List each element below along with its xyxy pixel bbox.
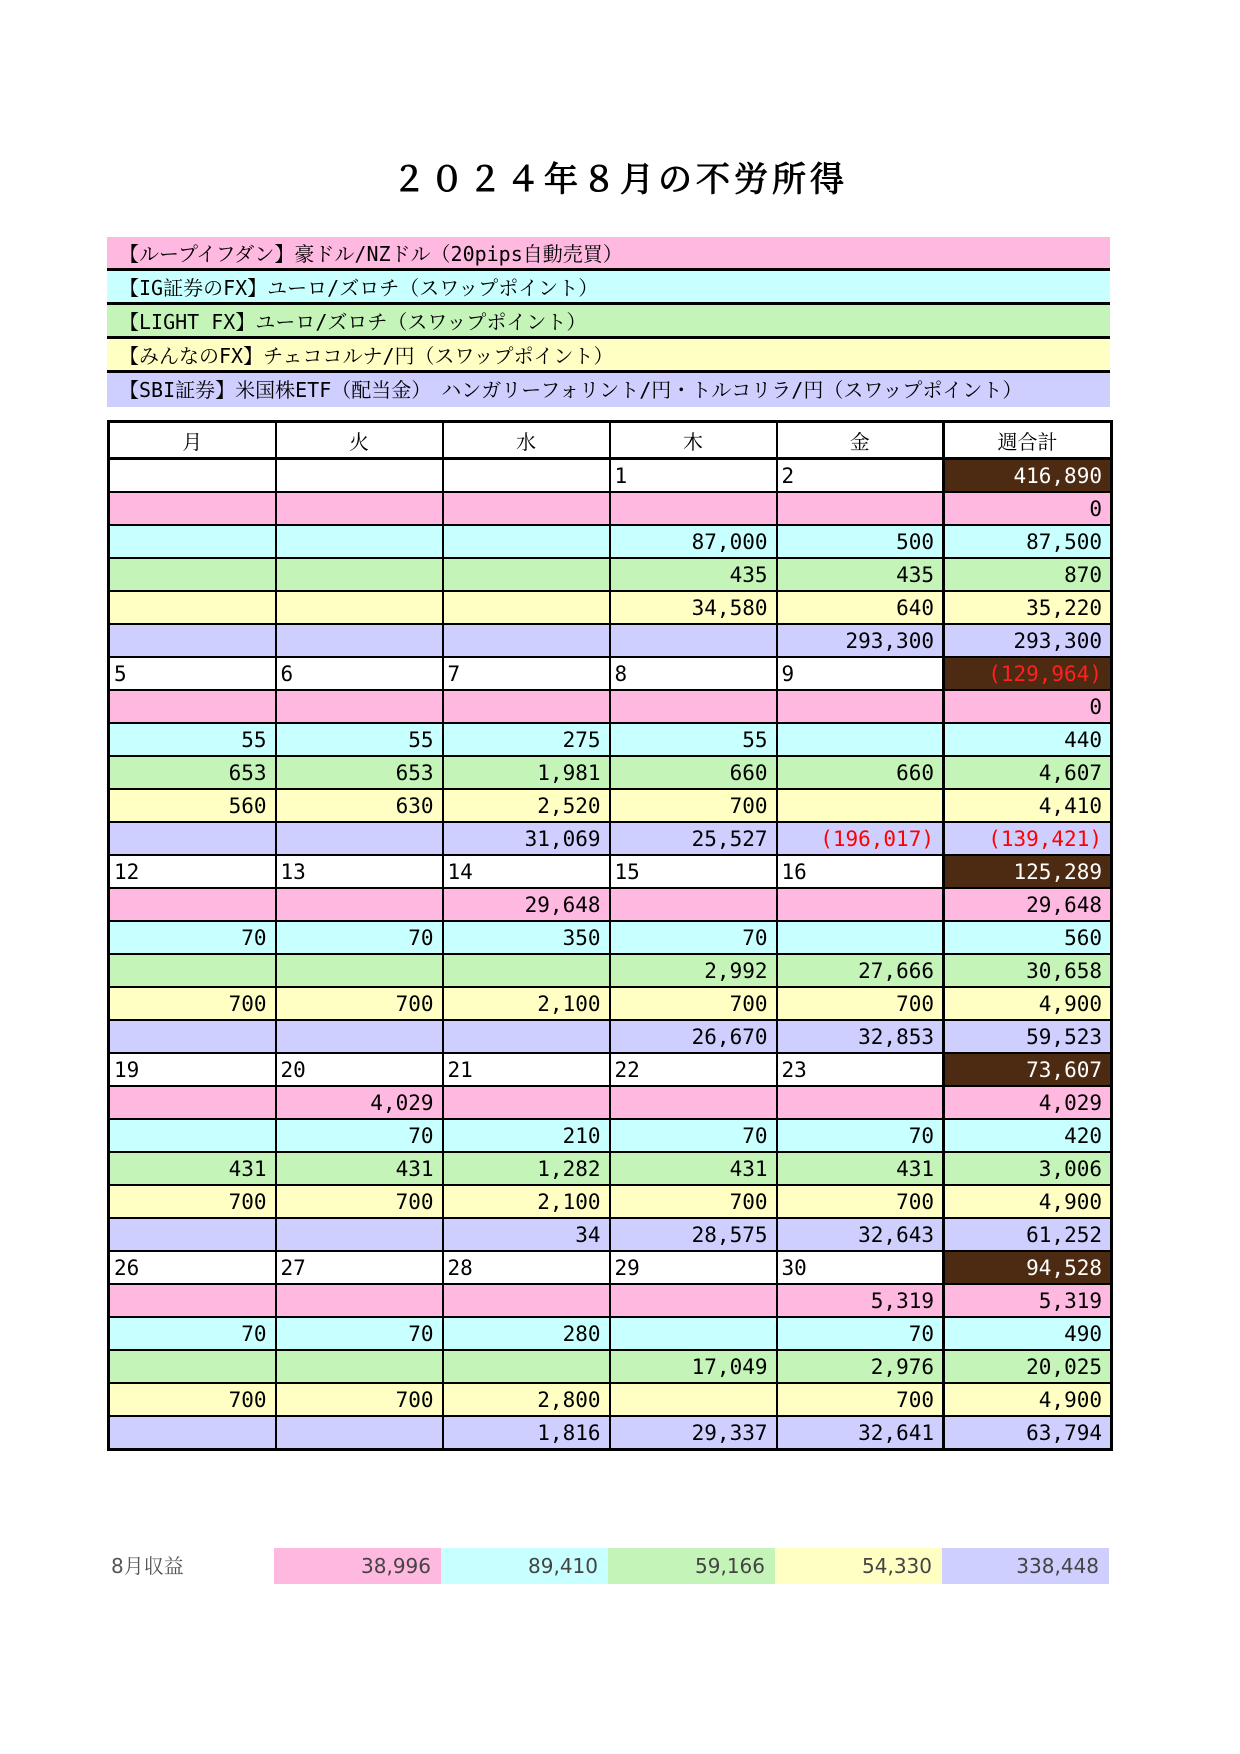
value-cell [109, 591, 276, 624]
week-total: 94,528 [944, 1251, 1112, 1284]
monthly-summary [107, 1548, 1110, 1584]
value-cell: 700 [610, 789, 777, 822]
legend [107, 237, 1110, 407]
value-cell [109, 1086, 276, 1119]
header-tue: 火 [276, 422, 443, 459]
value-cell: 630 [276, 789, 443, 822]
row-total-cell: 4,900 [944, 1383, 1112, 1416]
value-cell [276, 690, 443, 723]
value-cell: 34,580 [610, 591, 777, 624]
value-cell [109, 624, 276, 657]
value-cell [443, 492, 610, 525]
broker-row [109, 921, 1112, 954]
value-cell: 2,100 [443, 1185, 610, 1218]
broker-row [109, 1416, 1112, 1450]
row-total-cell: 560 [944, 921, 1112, 954]
value-cell [276, 624, 443, 657]
value-cell: 2,100 [443, 987, 610, 1020]
value-cell [276, 954, 443, 987]
value-cell: 29,648 [443, 888, 610, 921]
value-cell: 87,000 [610, 525, 777, 558]
date-cell: 21 [443, 1053, 610, 1086]
header-fri: 金 [777, 422, 944, 459]
row-total-cell: 87,500 [944, 525, 1112, 558]
broker-row [109, 1350, 1112, 1383]
value-cell: 275 [443, 723, 610, 756]
row-total-cell: 30,658 [944, 954, 1112, 987]
broker-row [109, 1185, 1112, 1218]
value-cell: 55 [109, 723, 276, 756]
value-cell [443, 591, 610, 624]
value-cell [276, 822, 443, 855]
value-cell [276, 1284, 443, 1317]
broker-row [109, 954, 1112, 987]
value-cell: 640 [777, 591, 944, 624]
summary-sbi: 338,448 [942, 1548, 1109, 1584]
value-cell [610, 624, 777, 657]
value-cell: 700 [610, 1185, 777, 1218]
value-cell: (196,017) [777, 822, 944, 855]
legend-item-light-fx: 【LIGHT FX】ユーロ/ズロチ（スワップポイント） [107, 305, 1110, 339]
value-cell: 700 [109, 1185, 276, 1218]
row-total-cell: 0 [944, 492, 1112, 525]
value-cell: 700 [276, 1185, 443, 1218]
value-cell: 700 [610, 987, 777, 1020]
date-cell: 23 [777, 1053, 944, 1086]
value-cell: 27,666 [777, 954, 944, 987]
week-date-row [109, 1251, 1112, 1284]
week-total: 416,890 [944, 459, 1112, 493]
value-cell: 28,575 [610, 1218, 777, 1251]
value-cell: 435 [610, 558, 777, 591]
summary-minna-fx: 54,330 [775, 1548, 942, 1584]
value-cell [276, 558, 443, 591]
value-cell [276, 1218, 443, 1251]
broker-row [109, 1152, 1112, 1185]
value-cell: 1,981 [443, 756, 610, 789]
row-total-cell: 4,607 [944, 756, 1112, 789]
value-cell: 70 [276, 1317, 443, 1350]
broker-row [109, 492, 1112, 525]
value-cell [109, 492, 276, 525]
value-cell: 70 [109, 1317, 276, 1350]
value-cell [443, 1284, 610, 1317]
value-cell [443, 1350, 610, 1383]
row-total-cell: 35,220 [944, 591, 1112, 624]
value-cell: 2,800 [443, 1383, 610, 1416]
week-total: 73,607 [944, 1053, 1112, 1086]
value-cell: 32,853 [777, 1020, 944, 1053]
broker-row [109, 723, 1112, 756]
row-total-cell: (139,421) [944, 822, 1112, 855]
value-cell [443, 690, 610, 723]
date-cell: 1 [610, 459, 777, 493]
value-cell: 435 [777, 558, 944, 591]
date-cell: 28 [443, 1251, 610, 1284]
value-cell: 2,520 [443, 789, 610, 822]
value-cell [610, 888, 777, 921]
broker-row [109, 1119, 1112, 1152]
value-cell: 4,029 [276, 1086, 443, 1119]
row-total-cell: 63,794 [944, 1416, 1112, 1450]
value-cell: 700 [109, 987, 276, 1020]
date-cell: 15 [610, 855, 777, 888]
date-cell: 19 [109, 1053, 276, 1086]
broker-row [109, 624, 1112, 657]
week-total: 125,289 [944, 855, 1112, 888]
value-cell [777, 690, 944, 723]
broker-row [109, 525, 1112, 558]
value-cell [276, 591, 443, 624]
value-cell: 700 [276, 987, 443, 1020]
value-cell: 280 [443, 1317, 610, 1350]
value-cell [109, 525, 276, 558]
value-cell: 26,670 [610, 1020, 777, 1053]
row-total-cell: 4,900 [944, 1185, 1112, 1218]
value-cell [109, 1416, 276, 1450]
broker-row [109, 558, 1112, 591]
broker-row [109, 1317, 1112, 1350]
value-cell [443, 1086, 610, 1119]
value-cell: 32,641 [777, 1416, 944, 1450]
week-date-row [109, 855, 1112, 888]
row-total-cell: 4,029 [944, 1086, 1112, 1119]
row-total-cell: 0 [944, 690, 1112, 723]
value-cell [610, 1383, 777, 1416]
date-cell: 6 [276, 657, 443, 690]
value-cell: 70 [276, 921, 443, 954]
date-cell [276, 459, 443, 493]
week-date-row [109, 1053, 1112, 1086]
date-cell: 27 [276, 1251, 443, 1284]
value-cell: 653 [109, 756, 276, 789]
value-cell: 31,069 [443, 822, 610, 855]
value-cell: 293,300 [777, 624, 944, 657]
broker-row [109, 1284, 1112, 1317]
broker-row [109, 1383, 1112, 1416]
value-cell [109, 822, 276, 855]
value-cell [109, 1020, 276, 1053]
value-cell [777, 921, 944, 954]
date-cell: 20 [276, 1053, 443, 1086]
value-cell: 660 [610, 756, 777, 789]
value-cell [610, 1317, 777, 1350]
broker-row [109, 987, 1112, 1020]
date-cell: 14 [443, 855, 610, 888]
value-cell: 34 [443, 1218, 610, 1251]
broker-row [109, 888, 1112, 921]
value-cell [276, 1416, 443, 1450]
value-cell [610, 492, 777, 525]
row-total-cell: 870 [944, 558, 1112, 591]
value-cell [610, 690, 777, 723]
value-cell: 70 [109, 921, 276, 954]
value-cell [443, 525, 610, 558]
value-cell [109, 1119, 276, 1152]
value-cell: 431 [109, 1152, 276, 1185]
page-title: ２０２４年８月の不労所得 [392, 160, 848, 200]
legend-item-minna-fx: 【みんなのFX】チェココルナ/円（スワップポイント） [107, 339, 1110, 373]
week-date-row [109, 657, 1112, 690]
header-week-total: 週合計 [944, 422, 1112, 459]
row-total-cell: 59,523 [944, 1020, 1112, 1053]
value-cell [276, 525, 443, 558]
value-cell: 32,643 [777, 1218, 944, 1251]
value-cell: 560 [109, 789, 276, 822]
value-cell: 431 [777, 1152, 944, 1185]
value-cell: 653 [276, 756, 443, 789]
date-cell: 26 [109, 1251, 276, 1284]
value-cell [777, 789, 944, 822]
broker-row [109, 756, 1112, 789]
value-cell: 350 [443, 921, 610, 954]
value-cell: 1,282 [443, 1152, 610, 1185]
value-cell: 700 [777, 1383, 944, 1416]
value-cell [276, 1020, 443, 1053]
value-cell [443, 954, 610, 987]
row-total-cell: 420 [944, 1119, 1112, 1152]
date-cell: 30 [777, 1251, 944, 1284]
summary-light-fx: 59,166 [608, 1548, 775, 1584]
legend-item-sbi: 【SBI証券】米国株ETF（配当金） ハンガリーフォリント/円・トルコリラ/円（スワップポイント） [107, 373, 1110, 407]
broker-row [109, 1020, 1112, 1053]
summary-ig-fx: 89,410 [441, 1548, 608, 1584]
broker-row [109, 591, 1112, 624]
broker-row [109, 690, 1112, 723]
date-cell [443, 459, 610, 493]
row-total-cell: 490 [944, 1317, 1112, 1350]
value-cell: 70 [777, 1317, 944, 1350]
row-total-cell: 293,300 [944, 624, 1112, 657]
income-calendar-table [107, 420, 1113, 1451]
value-cell: 70 [276, 1119, 443, 1152]
value-cell: 660 [777, 756, 944, 789]
value-cell [276, 1350, 443, 1383]
row-total-cell: 4,900 [944, 987, 1112, 1020]
value-cell [109, 690, 276, 723]
broker-row [109, 789, 1112, 822]
value-cell: 5,319 [777, 1284, 944, 1317]
date-cell: 5 [109, 657, 276, 690]
value-cell: 700 [109, 1383, 276, 1416]
row-total-cell: 440 [944, 723, 1112, 756]
value-cell: 2,992 [610, 954, 777, 987]
value-cell [443, 1020, 610, 1053]
date-cell: 22 [610, 1053, 777, 1086]
header-thu: 木 [610, 422, 777, 459]
date-cell: 13 [276, 855, 443, 888]
row-total-cell: 29,648 [944, 888, 1112, 921]
value-cell [276, 492, 443, 525]
value-cell [109, 1284, 276, 1317]
value-cell: 431 [610, 1152, 777, 1185]
row-total-cell: 5,319 [944, 1284, 1112, 1317]
date-cell: 29 [610, 1251, 777, 1284]
value-cell: 700 [777, 987, 944, 1020]
summary-loop-ifdone: 38,996 [274, 1548, 441, 1584]
value-cell [443, 624, 610, 657]
value-cell: 210 [443, 1119, 610, 1152]
legend-item-loop-ifdone: 【ループイフダン】豪ドル/NZドル（20pips自動売買） [107, 237, 1110, 271]
value-cell [610, 1086, 777, 1119]
calendar-body [109, 459, 1112, 1450]
broker-row [109, 822, 1112, 855]
value-cell: 431 [276, 1152, 443, 1185]
row-total-cell: 3,006 [944, 1152, 1112, 1185]
value-cell: 1,816 [443, 1416, 610, 1450]
value-cell: 2,976 [777, 1350, 944, 1383]
value-cell: 500 [777, 525, 944, 558]
row-total-cell: 20,025 [944, 1350, 1112, 1383]
date-cell: 7 [443, 657, 610, 690]
date-cell: 8 [610, 657, 777, 690]
legend-item-ig-fx: 【IG証券のFX】ユーロ/ズロチ（スワップポイント） [107, 271, 1110, 305]
header-row [109, 422, 1112, 459]
value-cell [777, 1086, 944, 1119]
date-cell: 2 [777, 459, 944, 493]
date-cell: 16 [777, 855, 944, 888]
row-total-cell: 4,410 [944, 789, 1112, 822]
value-cell [443, 558, 610, 591]
value-cell: 17,049 [610, 1350, 777, 1383]
date-cell: 9 [777, 657, 944, 690]
value-cell [276, 888, 443, 921]
row-total-cell: 61,252 [944, 1218, 1112, 1251]
value-cell [777, 723, 944, 756]
header-mon: 月 [109, 422, 276, 459]
value-cell [777, 888, 944, 921]
value-cell: 700 [276, 1383, 443, 1416]
date-cell [109, 459, 276, 493]
value-cell [777, 492, 944, 525]
value-cell [109, 558, 276, 591]
value-cell: 25,527 [610, 822, 777, 855]
value-cell: 55 [276, 723, 443, 756]
value-cell [109, 954, 276, 987]
broker-row [109, 1086, 1112, 1119]
value-cell [109, 1350, 276, 1383]
value-cell [109, 1218, 276, 1251]
value-cell [109, 888, 276, 921]
value-cell: 70 [610, 1119, 777, 1152]
header-wed: 水 [443, 422, 610, 459]
value-cell: 55 [610, 723, 777, 756]
date-cell: 12 [109, 855, 276, 888]
week-total: (129,964) [944, 657, 1112, 690]
broker-row [109, 1218, 1112, 1251]
value-cell: 29,337 [610, 1416, 777, 1450]
value-cell [610, 1284, 777, 1317]
value-cell: 700 [777, 1185, 944, 1218]
summary-label: 8月収益 [111, 1554, 184, 1578]
week-date-row [109, 459, 1112, 493]
value-cell: 70 [777, 1119, 944, 1152]
value-cell: 70 [610, 921, 777, 954]
